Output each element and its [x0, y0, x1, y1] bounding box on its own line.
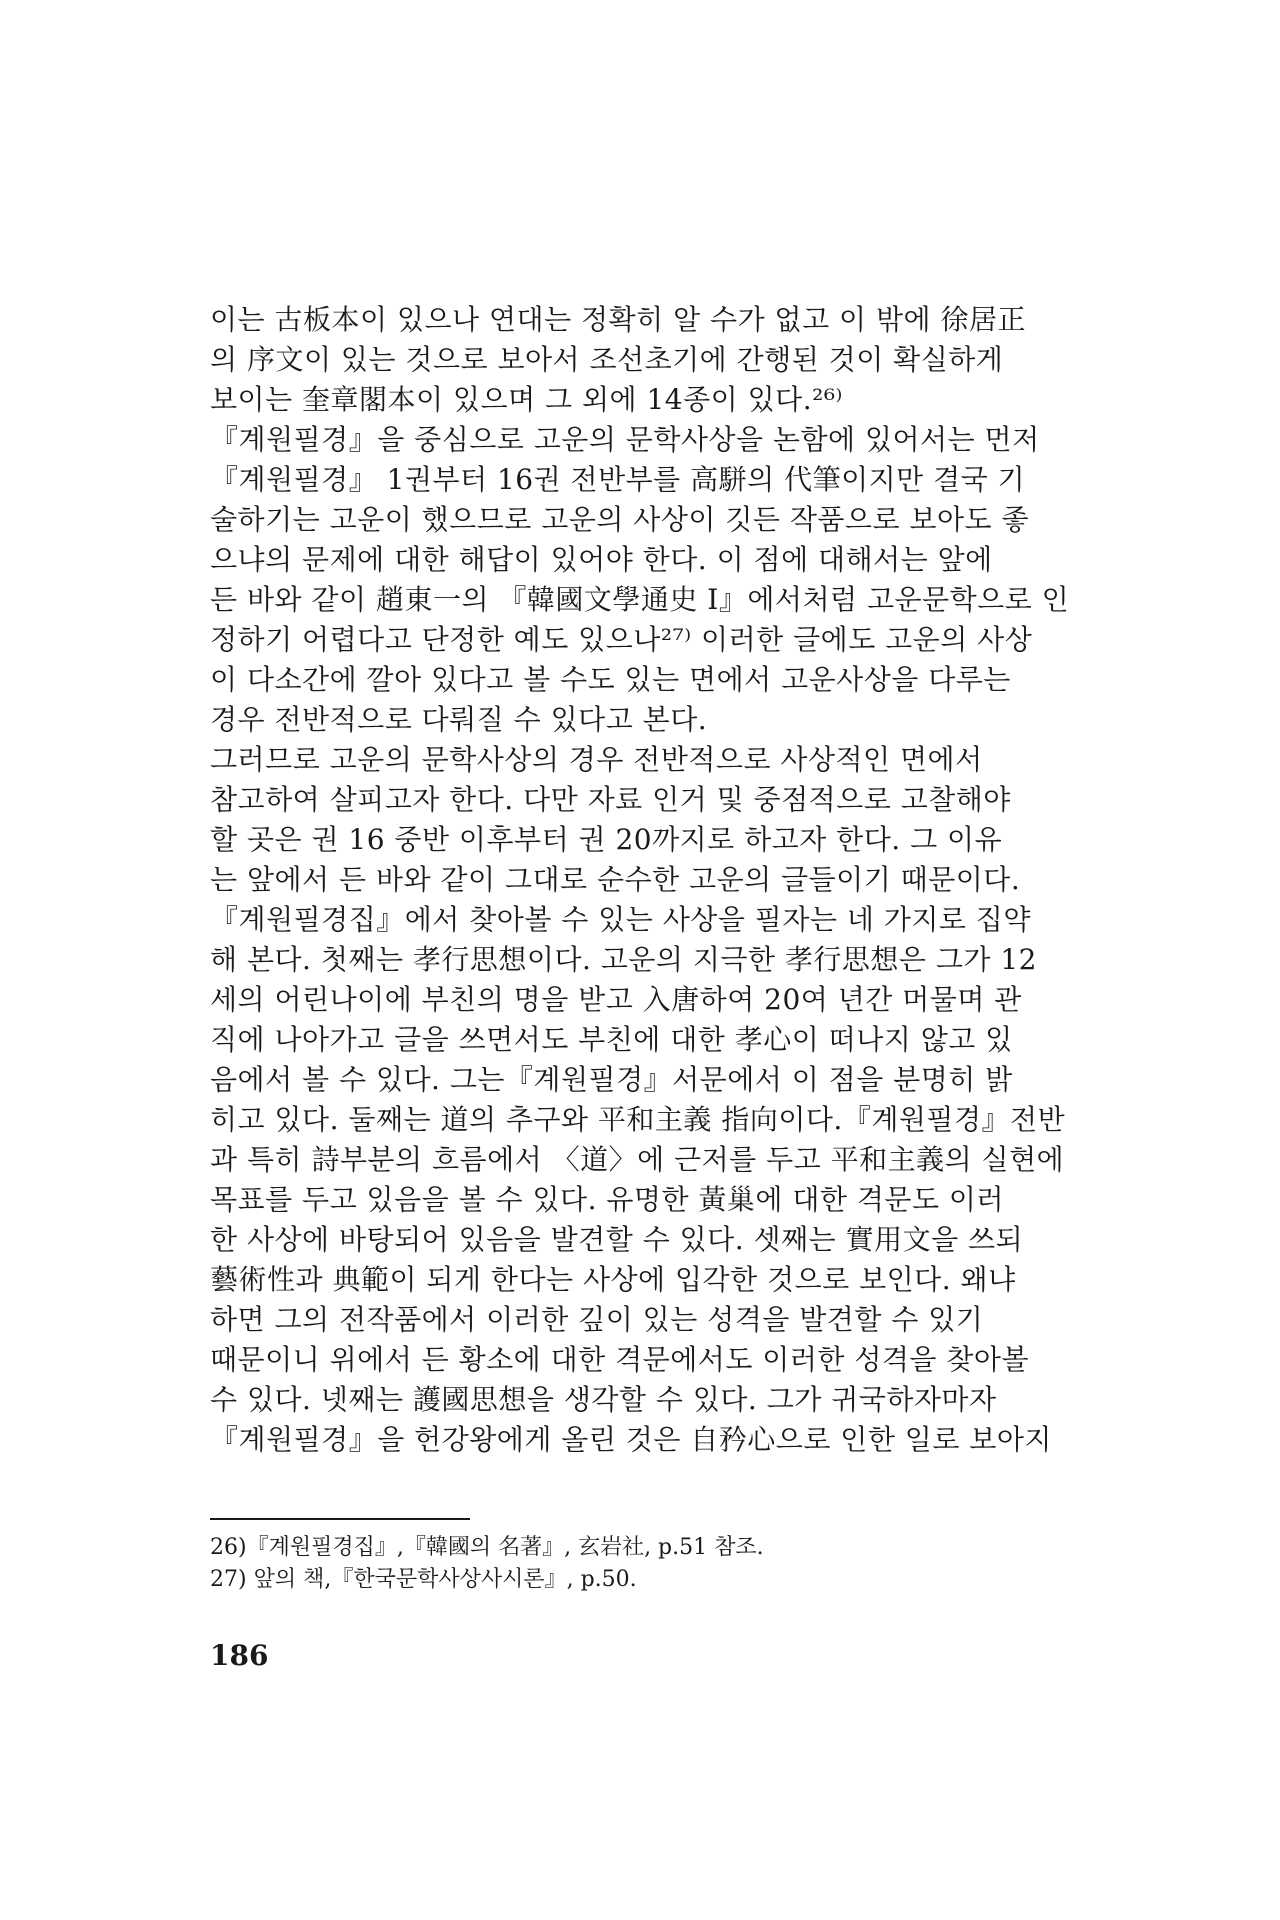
footnote-26: 26)『계원필경집』,『韓國의 名著』, 玄岩社, p.51 참조.: [210, 1535, 764, 1560]
text-line: 보이는 奎章閣本이 있으며 그 외에 14종이 있다.²⁶⁾: [210, 383, 843, 416]
text-line: 『계원필경』을 헌강왕에게 올린 것은 自矜心으로 인한 일로 보아지: [210, 1423, 1052, 1456]
text-line: 세의 어린나이에 부친의 명을 받고 入唐하여 20여 년간 머물며 관: [210, 983, 1022, 1016]
text-line: 『계원필경집』에서 찾아볼 수 있는 사상을 필자는 네 가지로 집약: [210, 903, 1031, 936]
text-line: 한 사상에 바탕되어 있음을 발견할 수 있다. 셋째는 實用文을 쓰되: [210, 1223, 1024, 1256]
page-number: 186: [210, 1639, 269, 1672]
text-line: 하면 그의 전작품에서 이러한 깊이 있는 성격을 발견할 수 있기: [210, 1303, 984, 1336]
footnotes: [210, 1532, 1090, 1596]
text-line: 藝術性과 典範이 되게 한다는 사상에 입각한 것으로 보인다. 왜냐: [210, 1263, 1016, 1296]
text-line: 『계원필경』을 중심으로 고운의 문학사상을 논함에 있어서는 먼저: [210, 423, 1040, 456]
text-line: 목표를 두고 있음을 볼 수 있다. 유명한 黃巢에 대한 격문도 이러: [210, 1183, 1005, 1216]
text-line: 과 특히 詩부분의 흐름에서 〈道〉에 근저를 두고 平和主義의 실현에: [210, 1143, 1065, 1176]
text-line: 참고하여 살피고자 한다. 다만 자료 인거 및 중점적으로 고찰해야: [210, 783, 1011, 816]
text-line: 그러므로 고운의 문학사상의 경우 전반적으로 사상적인 면에서: [210, 743, 983, 776]
text-line: 이는 古板本이 있으나 연대는 정확히 알 수가 없고 이 밖에 徐居正: [210, 303, 1026, 336]
text-line: 경우 전반적으로 다뤄질 수 있다고 본다.: [210, 703, 708, 736]
text-line: 정하기 어렵다고 단정한 예도 있으나²⁷⁾ 이러한 글에도 고운의 사상: [210, 623, 1033, 656]
text-line: 수 있다. 넷째는 護國思想을 생각할 수 있다. 그가 귀국하자마자: [210, 1383, 997, 1416]
footnote-27: 27) 앞의 책,『한국문학사상사시론』, p.50.: [210, 1567, 637, 1592]
text-line: 는 앞에서 든 바와 같이 그대로 순수한 고운의 글들이기 때문이다.: [210, 863, 1021, 896]
text-line: 이 다소간에 깔아 있다고 볼 수도 있는 면에서 고운사상을 다루는: [210, 663, 1011, 696]
text-line: 『계원필경』 1권부터 16권 전반부를 高駢의 代筆이지만 결국 기: [210, 463, 1026, 496]
text-line: 해 본다. 첫째는 孝行思想이다. 고운의 지극한 孝行思想은 그가 12: [210, 943, 1037, 976]
body-text: [210, 300, 1090, 1460]
text-line: 직에 나아가고 글을 쓰면서도 부친에 대한 孝心이 떠나지 않고 있: [210, 1023, 1013, 1056]
text-line: 히고 있다. 둘째는 道의 추구와 平和主義 指向이다.『계원필경』전반: [210, 1103, 1066, 1136]
text-line: 든 바와 같이 趙東一의 『韓國文學通史 Ⅰ』에서처럼 고운문학으로 인: [210, 583, 1070, 616]
text-line: 할 곳은 권 16 중반 이후부터 권 20까지로 하고자 한다. 그 이유: [210, 823, 1003, 856]
text-line: 때문이니 위에서 든 황소에 대한 격문에서도 이러한 성격을 찾아볼: [210, 1343, 1030, 1376]
footnote-divider: [210, 1518, 470, 1520]
text-line: 술하기는 고운이 했으므로 고운의 사상이 깃든 작품으로 보아도 좋: [210, 503, 1030, 536]
text-line: 음에서 볼 수 있다. 그는『계원필경』서문에서 이 점을 분명히 밝: [210, 1063, 1013, 1096]
text-line: 으냐의 문제에 대한 해답이 있어야 한다. 이 점에 대해서는 앞에: [210, 543, 993, 576]
text-line: 의 序文이 있는 것으로 보아서 조선초기에 간행된 것이 확실하게: [210, 343, 1004, 376]
